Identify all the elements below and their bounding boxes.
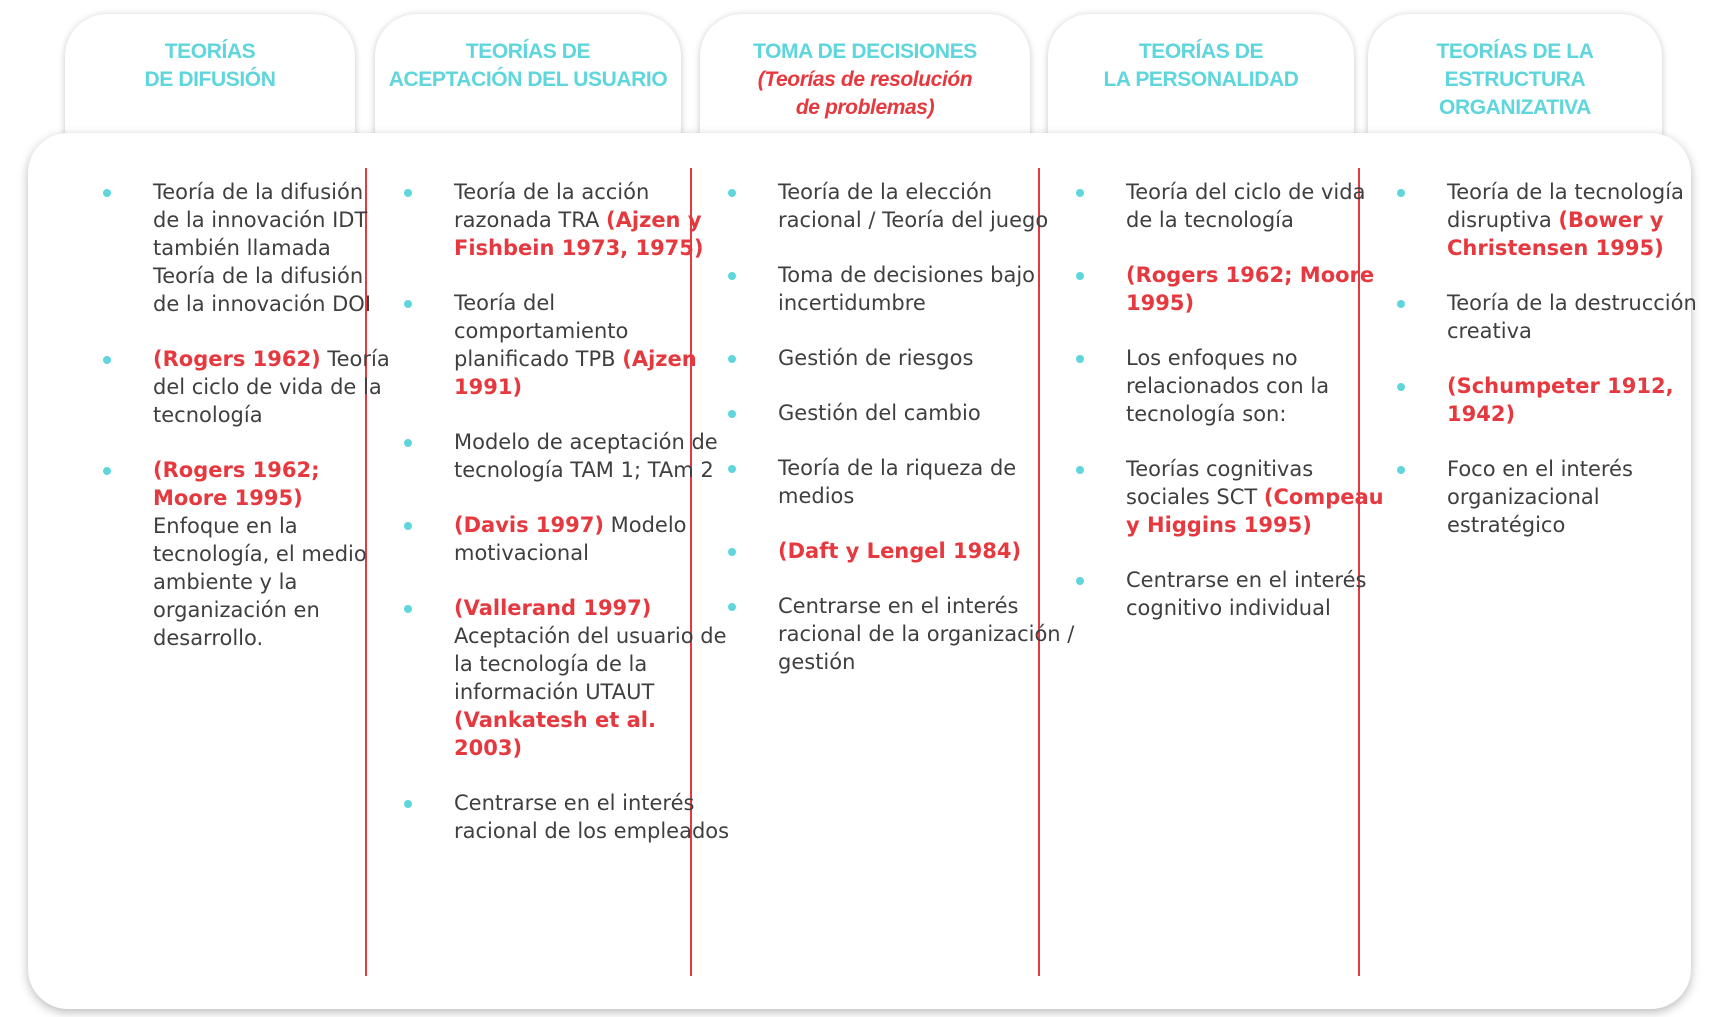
citation-text: (Vankatesh et al. 2003) <box>454 708 656 760</box>
item-text: Teoría de la difusión de la innovación IDT también llamada Teoría de la difusión de la innovación DOI <box>153 180 372 316</box>
list-item-text <box>778 537 1078 565</box>
list-item <box>1397 289 1717 345</box>
column-title-line: TEORÍAS <box>164 40 256 63</box>
list-item-text <box>153 345 393 429</box>
list-item <box>404 789 730 845</box>
citation-text: (Daft y Lengel 1984) <box>778 539 1022 563</box>
list-item <box>728 261 1078 317</box>
column-title-line: ESTRUCTURA ORGANIZATIVA <box>1439 68 1591 119</box>
circle-bullet-icon <box>404 189 412 197</box>
list-item-text <box>454 511 730 567</box>
list-item-text <box>1126 261 1398 317</box>
list-item-text <box>153 456 393 652</box>
circle-bullet-icon <box>404 439 412 447</box>
item-text: Centrarse en el interés cognitivo individual <box>1126 568 1367 620</box>
list-item-text <box>1447 289 1717 345</box>
citation-text: (Schumpeter 1912, 1942) <box>1447 374 1674 426</box>
circle-bullet-icon <box>728 410 736 418</box>
item-text: Aceptación del usuario de la tecnología de la información UTAUT <box>454 624 727 704</box>
circle-bullet-icon <box>1076 272 1084 280</box>
item-text: Teorías cognitivas sociales SCT <box>1126 457 1314 509</box>
item-text: Teoría de la destrucción creativa <box>1447 291 1697 343</box>
list-item <box>728 344 1078 372</box>
circle-bullet-icon <box>728 355 736 363</box>
item-text: Centrarse en el interés racional de los empleados <box>454 791 730 843</box>
column-subtitle-line: (Teorías de resolución <box>757 68 973 91</box>
item-text: Teoría del ciclo de vida de la tecnología <box>1126 180 1366 232</box>
column-title-line: ACEPTACIÓN DEL USUARIO <box>388 68 668 91</box>
item-text: Teoría de la acción razonada TRA <box>454 180 650 232</box>
column-title-line: TEORÍAS DE <box>1138 40 1264 63</box>
circle-bullet-icon <box>1397 300 1405 308</box>
list-item <box>404 428 730 484</box>
column-title-line: TEORÍAS DE LA <box>1436 40 1594 63</box>
citation-text: (Compeau y Higgins 1995) <box>1126 485 1384 537</box>
circle-bullet-icon <box>1076 466 1084 474</box>
citation-text: (Davis 1997) <box>454 513 604 537</box>
item-text: Enfoque en la tecnología, el medio ambiente y la organización en desarrollo. <box>153 514 367 650</box>
item-text: Centrarse en el interés racional de la organización / gestión <box>778 594 1075 674</box>
list-item <box>1076 261 1398 317</box>
list-item <box>728 399 1078 427</box>
list-item <box>404 511 730 567</box>
list-item-text <box>778 592 1078 676</box>
list-item <box>1397 178 1717 262</box>
list-item <box>404 178 730 262</box>
circle-bullet-icon <box>728 189 736 197</box>
list-item <box>1076 566 1398 622</box>
list-item-text <box>1447 372 1717 428</box>
column-title-line: LA PERSONALIDAD <box>1103 68 1299 91</box>
list-item-text <box>1126 455 1398 539</box>
column-list-5 <box>1397 178 1717 566</box>
item-text: Foco en el interés organizacional estratégico <box>1447 457 1633 537</box>
list-item <box>103 456 393 652</box>
list-item-text <box>778 344 1078 372</box>
circle-bullet-icon <box>103 189 111 197</box>
column-subtitle-line: de problemas) <box>795 96 935 119</box>
citation-text: (Ajzen y Fishbein 1973, 1975) <box>454 208 704 260</box>
circle-bullet-icon <box>404 300 412 308</box>
column-title-line: DE DIFUSIÓN <box>144 68 276 91</box>
list-item <box>1076 344 1398 428</box>
list-item-text <box>1447 178 1717 262</box>
citation-text: (Rogers 1962; Moore 1995) <box>153 458 320 510</box>
list-item-text <box>778 261 1078 317</box>
circle-bullet-icon <box>1397 466 1405 474</box>
item-text: Gestión del cambio <box>778 401 981 425</box>
list-item-text <box>778 454 1078 510</box>
column-title-line: TOMA DE DECISIONES <box>753 40 977 63</box>
circle-bullet-icon <box>1076 189 1084 197</box>
item-text: Modelo motivacional <box>454 513 687 565</box>
circle-bullet-icon <box>1397 189 1405 197</box>
circle-bullet-icon <box>103 467 111 475</box>
item-text: Modelo de aceptación de tecnología TAM 1; TAm 2 <box>454 430 718 482</box>
item-text: Teoría del comportamiento planificado TPB <box>454 291 629 371</box>
column-list-1 <box>103 178 393 679</box>
list-item <box>404 594 730 762</box>
circle-bullet-icon <box>1076 577 1084 585</box>
item-text: Teoría de la tecnología disruptiva <box>1447 180 1684 232</box>
item-text: Teoría del ciclo de vida de la tecnología <box>153 347 390 427</box>
column-list-3 <box>728 178 1078 703</box>
list-item-text <box>454 289 730 401</box>
list-item <box>1076 455 1398 539</box>
citation-text: (Ajzen 1991) <box>454 347 697 399</box>
circle-bullet-icon <box>404 522 412 530</box>
list-item-text <box>153 178 393 318</box>
list-item-text <box>1126 178 1398 234</box>
list-item <box>1397 372 1717 428</box>
list-item <box>1076 178 1398 234</box>
list-item-text <box>778 399 1078 427</box>
list-item <box>103 345 393 429</box>
item-text: Teoría de la riqueza de medios <box>778 456 1017 508</box>
circle-bullet-icon <box>728 465 736 473</box>
item-text: Los enfoques no relacionados con la tecnología son: <box>1126 346 1330 426</box>
list-item-text <box>1447 455 1717 539</box>
item-text: Gestión de riesgos <box>778 346 974 370</box>
list-item-text <box>1126 344 1398 428</box>
list-item <box>404 289 730 401</box>
circle-bullet-icon <box>1076 355 1084 363</box>
list-item <box>728 592 1078 676</box>
column-title-line: TEORÍAS DE <box>465 40 591 63</box>
citation-text: (Rogers 1962) <box>153 347 321 371</box>
citation-text: (Vallerand 1997) <box>454 596 652 620</box>
list-item-text <box>454 789 730 845</box>
column-list-4 <box>1076 178 1398 649</box>
circle-bullet-icon <box>103 356 111 364</box>
item-text: Toma de decisiones bajo incertidumbre <box>778 263 1036 315</box>
list-item <box>728 537 1078 565</box>
circle-bullet-icon <box>404 800 412 808</box>
list-item-text <box>778 178 1078 234</box>
list-item <box>1397 455 1717 539</box>
list-item-text <box>454 428 730 484</box>
citation-text: (Rogers 1962; Moore 1995) <box>1126 263 1375 315</box>
list-item-text <box>1126 566 1398 622</box>
circle-bullet-icon <box>404 605 412 613</box>
list-item <box>728 178 1078 234</box>
circle-bullet-icon <box>1397 383 1405 391</box>
citation-text: (Bower y Christensen 1995) <box>1447 208 1664 260</box>
list-item <box>728 454 1078 510</box>
list-item-text <box>454 594 730 762</box>
column-list-2 <box>404 178 730 872</box>
circle-bullet-icon <box>728 548 736 556</box>
item-text: Teoría de la elección racional / Teoría del juego <box>778 180 1049 232</box>
list-item <box>103 178 393 318</box>
circle-bullet-icon <box>728 272 736 280</box>
circle-bullet-icon <box>728 603 736 611</box>
list-item-text <box>454 178 730 262</box>
